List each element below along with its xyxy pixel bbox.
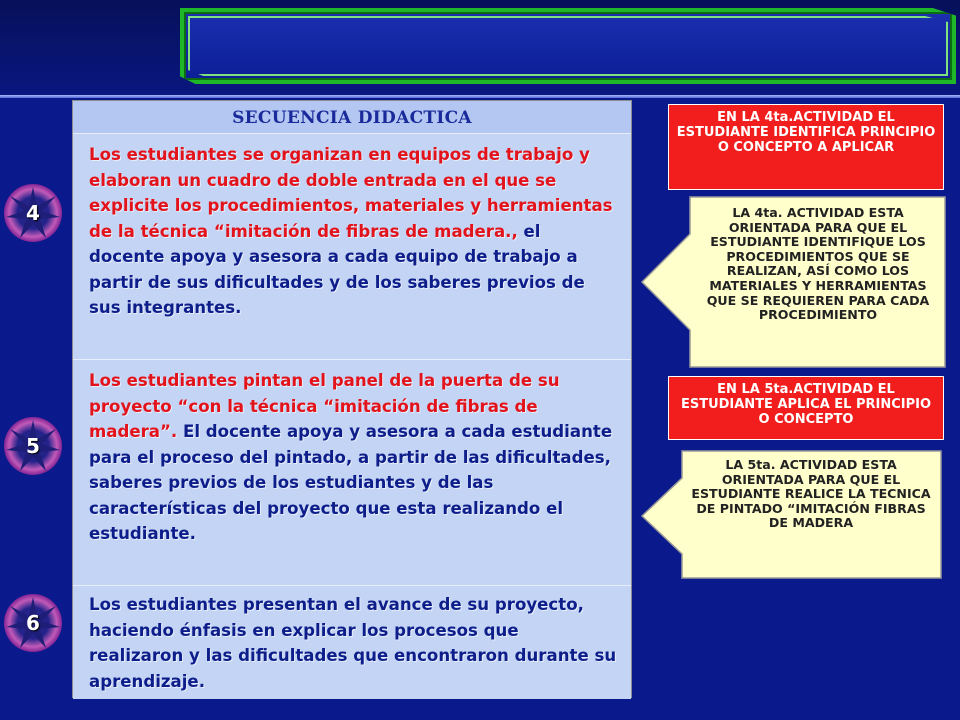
top-divider [0, 95, 960, 98]
title-box [180, 8, 956, 84]
step-number: 4 [26, 201, 40, 225]
activity-5-note: EN LA 5ta.ACTIVIDAD EL ESTUDIANTE APLICA EL PRINCIPIO O CONCEPTO [668, 376, 944, 440]
step-number: 6 [26, 611, 40, 635]
step-badge-4 [4, 184, 62, 242]
activity-5-callout [640, 450, 942, 580]
table-header: SECUENCIA DIDACTICA [73, 101, 631, 133]
callout-text: LA 4ta. ACTIVIDAD ESTA ORIENTADA PARA QUE EL ESTUDIANTE IDENTIFIQUE LOS PROCEDIMIENTOS QUE SE REALIZAN, ASÍ COMO LOS MATERIALES Y HERRAMIENTAS QUE SE REQUIEREN PARA CADA PROCEDIMIENTO [706, 205, 930, 323]
row-text-red: Los estudiantes pintan el panel de la puerta de su proyecto “con la técnica “imitación de fibras de madera”. [89, 371, 560, 441]
step-badge-6 [4, 594, 62, 652]
sequence-table [72, 100, 632, 698]
row-text-blue: el docente apoya y asesora a cada equipo de trabajo a partir de sus dificultades y de los saberes previos de sus integrantes. [89, 221, 585, 317]
step-badge-5 [4, 417, 62, 475]
activity-4-note: EN LA 4ta.ACTIVIDAD EL ESTUDIANTE IDENTIFICA PRINCIPIO O CONCEPTO A APLICAR [668, 104, 944, 190]
table-row [73, 133, 631, 359]
step-number: 5 [26, 434, 40, 458]
row-text-blue: Los estudiantes presentan el avance de su proyecto, haciendo énfasis en explicar los procesos que realizaron y las dificultades que encontraron durante su aprendizaje. [89, 595, 617, 691]
row-text-blue: El docente apoya y asesora a cada estudiante para el proceso del pintado, a partir de las dificultades, saberes previos de los estudiantes y de las características del proyecto que esta realizando el estudiante. [89, 422, 613, 543]
callout-text: LA 5ta. ACTIVIDAD ESTA ORIENTADA PARA QUE EL ESTUDIANTE REALICE LA TECNICA DE PINTADO “IMITACIÓN FIBRAS DE MADERA [691, 457, 931, 531]
table-row [73, 359, 631, 585]
table-row [73, 585, 631, 699]
activity-4-callout [640, 196, 946, 368]
row-text-red: Los estudiantes se organizan en equipos de trabajo y elaboran un cuadro de doble entrada en el que se explicite los procedimientos, materiales y herramientas de la técnica “imitación de fibras de madera., [89, 145, 613, 241]
